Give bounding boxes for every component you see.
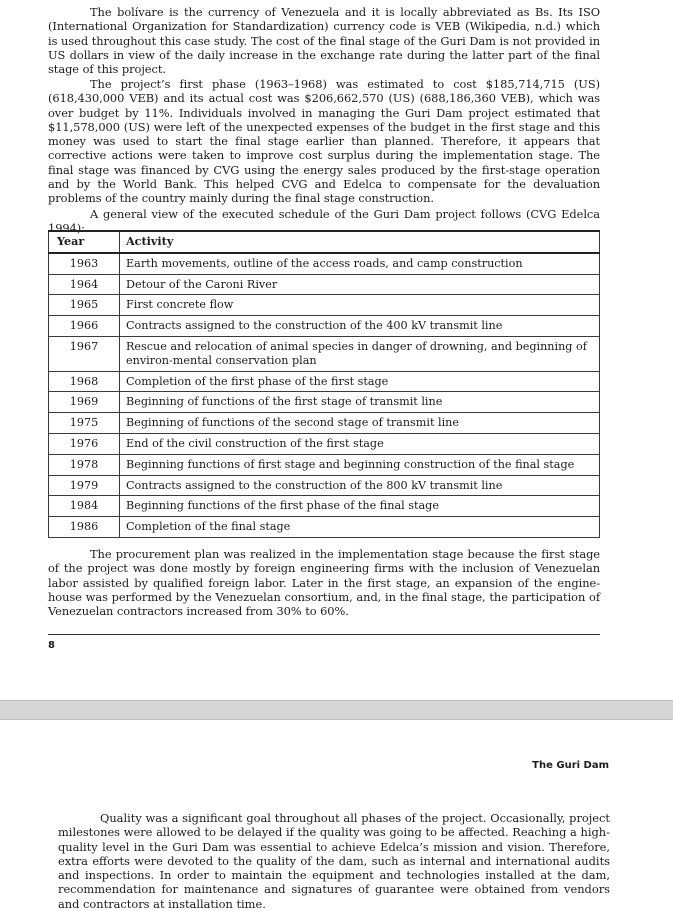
table-row: [49, 475, 600, 496]
table-row: [49, 392, 600, 413]
schedule-table: [48, 230, 600, 538]
page-number: 8: [48, 640, 55, 651]
year-cell: 1965: [49, 295, 120, 316]
activity-cell: End of the civil construction of the first stage: [120, 433, 600, 454]
activity-cell: Contracts assigned to the construction of the 800 kV transmit line: [120, 475, 600, 496]
year-cell: 1969: [49, 392, 120, 413]
footer-rule: [48, 634, 600, 635]
year-cell: 1963: [49, 253, 120, 274]
table-header-row: [49, 231, 600, 253]
page-separator: [0, 700, 673, 720]
table-row: [49, 433, 600, 454]
paragraph-first-phase-cost: The project’s first phase (1963–1968) was estimated to cost $185,714,715 (US) (618,430,000 VEB) and its actual cost was $206,662,570 (US) (688,186,360 VEB), which was over budget by 11%. Individuals involved in managing the Guri Dam project estimated that $11,578,000 (US) were left of the unexpected expenses of the budget in the first stage and this money was used to start the final stage earlier than planned. Therefore, it appears that corrective actions were taken to improve cost surplus during the implementation stage. The final stage was financed by CVG using the energy sales produced by the first-stage operation and by the World Bank. This helped CVG and Edelca to compensate for the devaluation problems of the country mainly during the final stage construction.: [48, 77, 600, 206]
column-header-activity: Activity: [120, 231, 600, 253]
paragraph-schedule-intro: A general view of the executed schedule of the Guri Dam project follows (CVG Edelca 1994):: [48, 207, 600, 236]
year-cell: 1975: [49, 413, 120, 434]
table-row: [49, 336, 600, 371]
paragraph-currency: The bolívare is the currency of Venezuela and it is locally abbreviated as Bs. Its ISO (International Organization for Standardization) currency code is VEB (Wikipedia, n.d.) which is used throughout this case study. The cost of the final stage of the Guri Dam is not provided in US dollars in view of the daily increase in the exchange rate during the latter part of the final stage of this project.: [48, 5, 600, 77]
table-row: [49, 274, 600, 295]
table-row: [49, 316, 600, 337]
year-cell: 1979: [49, 475, 120, 496]
table-row: [49, 517, 600, 538]
column-header-year: Year: [49, 231, 120, 253]
paragraph-procurement: The procurement plan was realized in the implementation stage because the first stage of the project was done mostly by foreign engineering firms with the inclusion of Venezuelan labor assisted by qualified foreign labor. Later in the first stage, an expansion of the engine-house was performed by the Venezuelan consortium, and, in the final stage, the participation of Venezuelan contractors increased from 30% to 60%.: [48, 547, 600, 619]
activity-cell: Beginning of functions of the second stage of transmit line: [120, 413, 600, 434]
year-cell: 1966: [49, 316, 120, 337]
activity-cell: First concrete flow: [120, 295, 600, 316]
running-head: The Guri Dam: [532, 760, 609, 771]
paragraph-quality: Quality was a significant goal throughout all phases of the project. Occasionally, project milestones were allowed to be delayed if the quality was going to be affected. Reaching a high-quality level in the Guri Dam was essential to achieve Edelca’s mission and vision. Therefore, extra efforts were devoted to the quality of the dam, such as internal and international audits and inspections. In order to maintain the equipment and technologies installed at the dam, recommendation for maintenance and signatures of guarantee were obtained from vendors and contractors at installation time.: [58, 811, 610, 911]
year-cell: 1968: [49, 371, 120, 392]
year-cell: 1964: [49, 274, 120, 295]
activity-cell: Completion of the first phase of the first stage: [120, 371, 600, 392]
activity-cell: Beginning functions of first stage and beginning construction of the final stage: [120, 454, 600, 475]
activity-cell: Contracts assigned to the construction of the 400 kV transmit line: [120, 316, 600, 337]
document-page-9: [0, 720, 673, 911]
table-row: [49, 454, 600, 475]
activity-cell: Completion of the final stage: [120, 517, 600, 538]
year-cell: 1976: [49, 433, 120, 454]
year-cell: 1984: [49, 496, 120, 517]
activity-cell: Detour of the Caroni River: [120, 274, 600, 295]
activity-cell: Earth movements, outline of the access roads, and camp construction: [120, 253, 600, 274]
year-cell: 1967: [49, 336, 120, 371]
table-row: [49, 371, 600, 392]
year-cell: 1986: [49, 517, 120, 538]
table-row: [49, 253, 600, 274]
table-row: [49, 413, 600, 434]
table-row: [49, 295, 600, 316]
schedule-table-body: [49, 253, 600, 538]
table-row: [49, 496, 600, 517]
activity-cell: Beginning of functions of the first stage of transmit line: [120, 392, 600, 413]
activity-cell: Rescue and relocation of animal species in danger of drowning, and beginning of environ-mental conservation plan: [120, 336, 600, 371]
year-cell: 1978: [49, 454, 120, 475]
activity-cell: Beginning functions of the first phase of the final stage: [120, 496, 600, 517]
